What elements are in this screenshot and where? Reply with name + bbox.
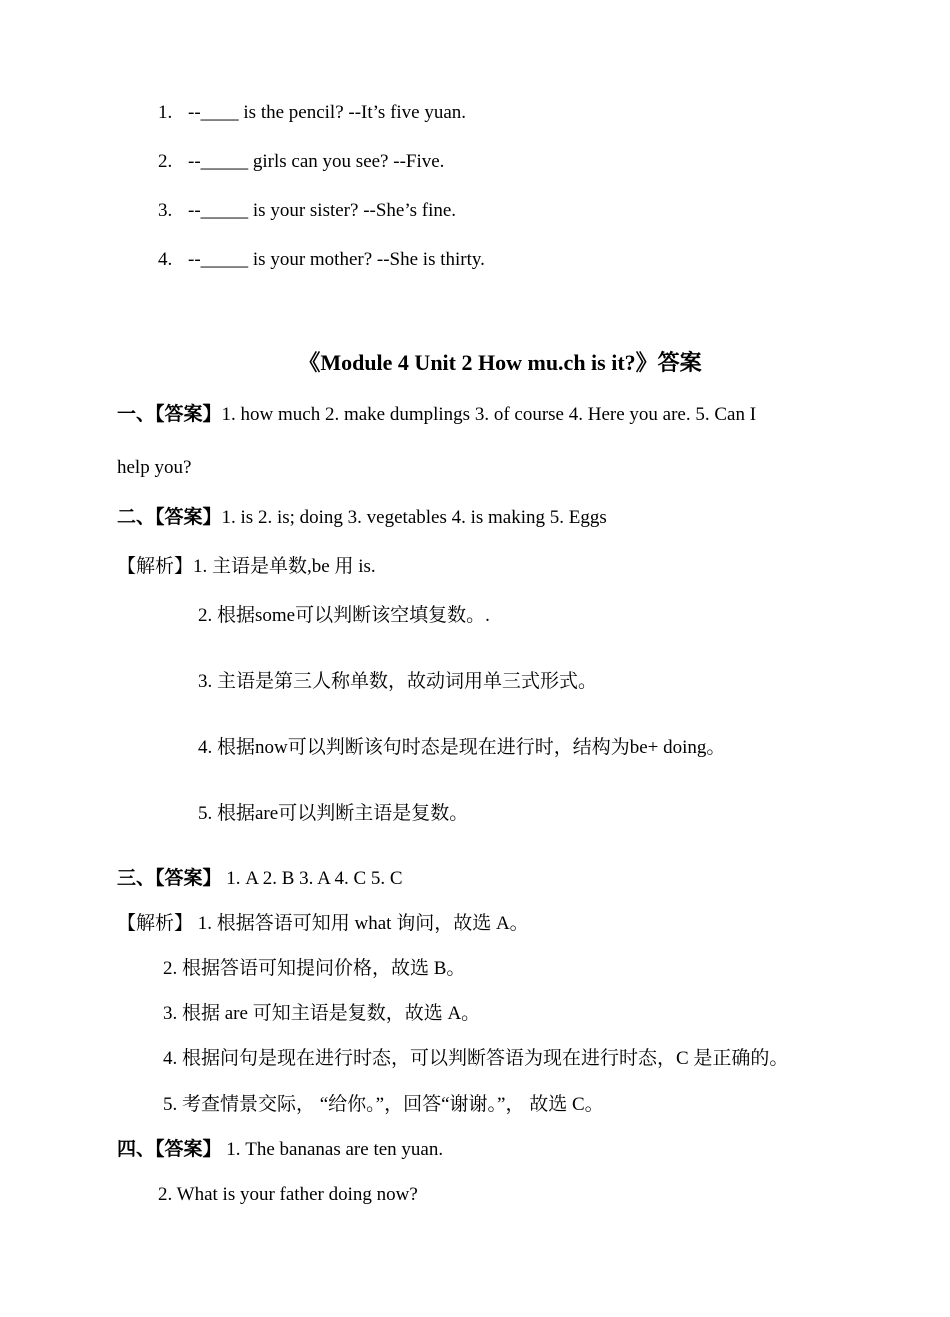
question-2 bbox=[158, 150, 444, 174]
question-text: --____ is the pencil? --It’s five yuan. bbox=[188, 102, 467, 123]
section-1-answer bbox=[117, 403, 756, 427]
section-3-answer bbox=[117, 867, 403, 891]
section-2-analysis-3: 3. 主语是第三人称单数，故动词用单三式形式。 bbox=[198, 671, 598, 692]
section-1-label: 一、【答案】 bbox=[117, 404, 222, 425]
analysis-text: 1. 根据答语可知用 what 询问，故选 A。 bbox=[193, 913, 529, 934]
section-2-analysis-4: 4. 根据now可以判断该句时态是现在进行时，结构为be+ doing。 bbox=[198, 737, 726, 758]
analysis-text: 1. 主语是单数,be 用 is. bbox=[193, 556, 376, 577]
question-1 bbox=[158, 101, 466, 125]
section-2-analysis-2: 2. 根据some可以判断该空填复数。. bbox=[198, 605, 490, 626]
section-4-answer-2: 2. What is your father doing now? bbox=[158, 1184, 418, 1205]
section-1-answer-cont: help you? bbox=[117, 457, 192, 478]
section-3-analysis-5: 5. 考查情景交际， “给你。”，回答“谢谢。”， 故选 C。 bbox=[163, 1094, 604, 1115]
section-1-answer-text: 1. how much 2. make dumplings 3. of course 4. Here you are. 5. Can I bbox=[221, 404, 757, 425]
section-3-analysis-label: 【解析】 bbox=[117, 913, 194, 934]
question-number: 3. bbox=[158, 200, 173, 221]
section-3-analysis-2: 2. 根据答语可知提问价格，故选 B。 bbox=[163, 958, 466, 979]
section-4-answer bbox=[117, 1138, 443, 1162]
question-text: --_____ girls can you see? --Five. bbox=[188, 151, 445, 172]
section-4-label: 四、【答案】 bbox=[117, 1139, 222, 1160]
section-3-analysis-3: 3. 根据 are 可知主语是复数，故选 A。 bbox=[163, 1003, 481, 1024]
section-3-analysis-4: 4. 根据问句是现在进行时态，可以判断答语为现在进行时态，C 是正确的。 bbox=[163, 1048, 789, 1069]
section-2-answer-text: 1. is 2. is; doing 3. vegetables 4. is making 5. Eggs bbox=[221, 507, 607, 528]
section-3-label: 三、【答案】 bbox=[117, 868, 222, 889]
section-2-analysis-1 bbox=[117, 555, 376, 579]
section-4-answer-text: 1. The bananas are ten yuan. bbox=[221, 1139, 444, 1160]
section-2-answer bbox=[117, 506, 607, 530]
question-number: 1. bbox=[158, 102, 173, 123]
answer-title: 《Module 4 Unit 2 How mu.ch is it?》答案 bbox=[298, 350, 702, 375]
section-2-analysis-5: 5. 根据are可以判断主语是复数。 bbox=[198, 803, 469, 824]
question-4 bbox=[158, 248, 485, 272]
question-number: 2. bbox=[158, 151, 173, 172]
question-number: 4. bbox=[158, 249, 173, 270]
section-3-answer-text: 1. A 2. B 3. A 4. C 5. C bbox=[221, 868, 403, 889]
section-3-analysis-1 bbox=[117, 912, 529, 936]
question-3 bbox=[158, 199, 456, 223]
section-2-analysis-label: 【解析】 bbox=[117, 556, 194, 577]
question-text: --_____ is your sister? --She’s fine. bbox=[188, 200, 457, 221]
section-2-label: 二、【答案】 bbox=[117, 507, 222, 528]
question-text: --_____ is your mother? --She is thirty. bbox=[188, 249, 485, 270]
